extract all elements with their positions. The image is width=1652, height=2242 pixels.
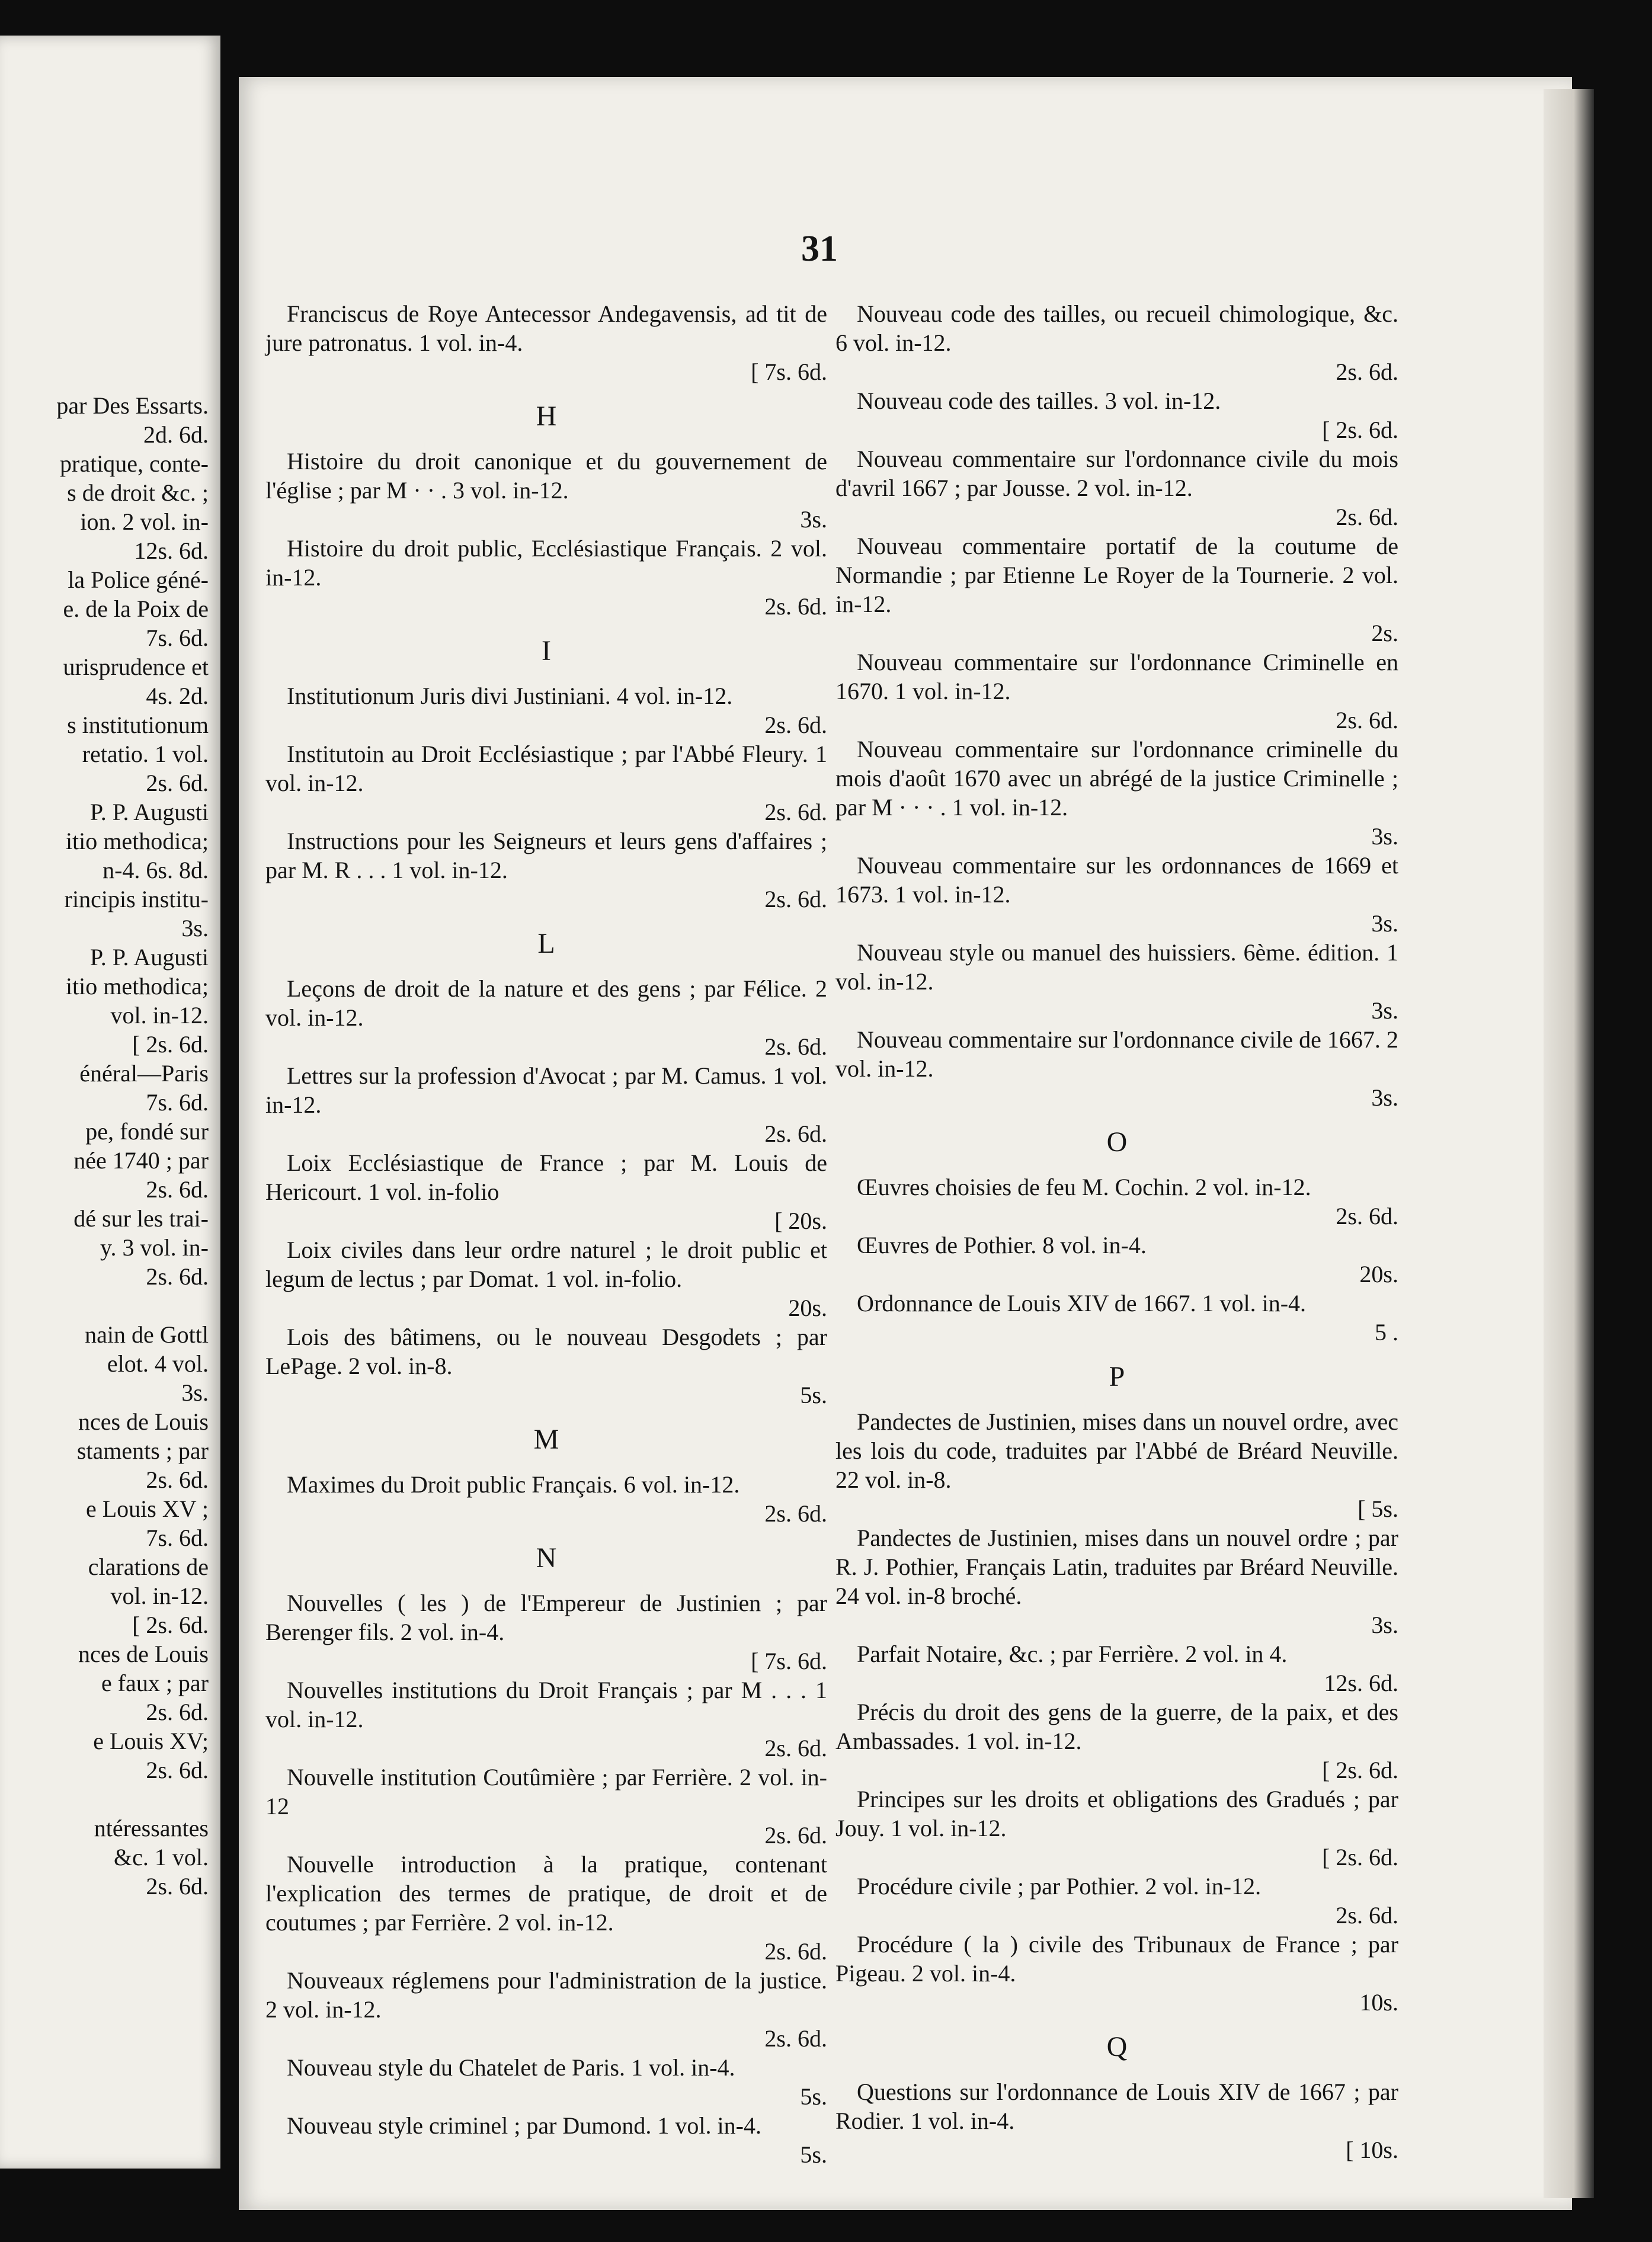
catalog-entry: [835, 444, 1398, 531]
fragment-line: 2s. 6d.: [146, 1176, 209, 1203]
fragment-line: P. P. Augusti: [89, 944, 209, 971]
fragment-line: P. P. Augusti: [89, 799, 209, 825]
catalog-entry: [835, 2077, 1398, 2164]
fragment-line: staments ; par: [76, 1437, 209, 1464]
right-column: [835, 299, 1398, 2164]
entry-title: Nouvelles ( les ) de l'Empereur de Justinien ; par Berenger fils. 2 vol. in-4.: [265, 1590, 827, 1645]
catalog-entry: [835, 1231, 1398, 1289]
entry-title: Nouvelles institutions du Droit Français ; par M . . . 1 vol. in-12.: [265, 1677, 827, 1732]
fragment-line: n-4. 6s. 8d.: [103, 857, 209, 883]
entry-price: [ 10s.: [1346, 2137, 1398, 2163]
entry-price: 2s. 6d.: [1336, 707, 1398, 734]
section-letter: L: [537, 928, 555, 959]
fragment-line: [0, 1785, 220, 1814]
entry-price: [ 7s. 6d.: [751, 1648, 827, 1674]
catalog-entry: [265, 739, 827, 827]
catalog-entry: [835, 299, 1398, 386]
fragment-line: urisprudence et: [63, 654, 209, 680]
fragment-line: 7s. 6d.: [146, 1089, 209, 1116]
catalog-entry: [835, 735, 1398, 851]
left-page-text-fragment: [0, 391, 220, 1991]
entry-price: 20s.: [1359, 1261, 1398, 1287]
catalog-entry: [835, 386, 1398, 444]
section-letter: I: [542, 635, 551, 667]
fragment-line: pratique, conte-: [60, 450, 209, 477]
entry-title: Nouveau style criminel ; par Dumond. 1 vol. in-4.: [287, 2112, 761, 2139]
entry-price: 2s. 6d.: [764, 1500, 827, 1527]
entry-price: 2s. 6d.: [764, 2025, 827, 2052]
entry-price: 12s. 6d.: [1324, 1670, 1398, 1696]
fragment-line: 2s. 6d.: [146, 1873, 209, 1900]
entry-title: Histoire du droit public, Ecclésiastique Français. 2 vol. in-12.: [265, 535, 827, 591]
entry-title: Leçons de droit de la nature et des gens ; par Félice. 2 vol. in-12.: [265, 975, 827, 1031]
entry-title: Nouveau commentaire sur l'ordonnance civile de 1667. 2 vol. in-12.: [835, 1026, 1398, 1082]
fragment-line: s institutionum: [67, 712, 209, 738]
fragment-line: 2s. 6d.: [146, 1757, 209, 1783]
catalog-entry: [265, 1966, 827, 2053]
catalog-entry: [265, 974, 827, 1061]
fragment-line: 2s. 6d.: [146, 1699, 209, 1725]
entry-title: Nouveau commentaire portatif de la coutume de Normandie ; par Etienne Le Royer de la Tournerie. 2 vol. in-12.: [835, 533, 1398, 617]
fragment-line: itio methodica;: [65, 973, 209, 1000]
fragment-line: &c. 1 vol.: [114, 1844, 209, 1871]
catalog-entry: [265, 1763, 827, 1850]
fragment-line: 2s. 6d.: [146, 770, 209, 796]
catalog-entry: [835, 1407, 1398, 1523]
catalog-entry: [265, 1470, 827, 1528]
catalog-entry: [835, 531, 1398, 648]
entry-price: 3s.: [1371, 997, 1398, 1024]
fragment-line: elot. 4 vol.: [107, 1350, 209, 1377]
entry-price: 10s.: [1359, 1989, 1398, 2016]
entry-price: 2s. 6d.: [764, 799, 827, 825]
fragment-line: vol. in-12.: [110, 1583, 209, 1609]
left-column: [265, 299, 827, 2169]
catalog-entry: [265, 1676, 827, 1763]
catalog-entry: [265, 299, 827, 386]
catalog-entry: [265, 827, 827, 914]
fragment-line: 4s. 2d.: [146, 683, 209, 709]
fragment-line: e faux ; par: [101, 1670, 209, 1696]
fragment-line: 3s.: [181, 915, 209, 941]
fragment-line: ntéressantes: [94, 1815, 209, 1841]
fragment-line: e. de la Poix de: [63, 595, 209, 622]
entry-title: Parfait Notaire, &c. ; par Ferrière. 2 vol. in 4.: [857, 1641, 1288, 1667]
fragment-line: nces de Louis: [78, 1641, 209, 1667]
fragment-line: retatio. 1 vol.: [82, 741, 209, 767]
catalog-entry: [265, 681, 827, 739]
entry-title: Œuvres choisies de feu M. Cochin. 2 vol. in-12.: [857, 1174, 1311, 1200]
fragment-line: née 1740 ; par: [73, 1147, 209, 1174]
entry-price: 2s. 6d.: [1336, 1203, 1398, 1229]
fragment-line: s de droit &c. ;: [67, 479, 209, 506]
entry-price: 2s.: [1371, 620, 1398, 646]
fragment-line: pe, fondé sur: [85, 1118, 209, 1145]
entry-title: Institutoin au Droit Ecclésiastique ; par l'Abbé Fleury. 1 vol. in-12.: [265, 741, 827, 796]
entry-title: Nouveau commentaire sur les ordonnances de 1669 et 1673. 1 vol. in-12.: [835, 852, 1398, 908]
entry-title: Précis du droit des gens de la guerre, de la paix, et des Ambassades. 1 vol. in-12.: [835, 1699, 1398, 1754]
entry-title: Nouveau commentaire sur l'ordonnance criminelle du mois d'août 1670 avec un abrégé de la justice Criminelle ; par M · · · . 1 vol. in-12.: [835, 736, 1398, 821]
entry-title: Procédure civile ; par Pothier. 2 vol. in-12.: [857, 1873, 1262, 1900]
entry-title: Nouveaux réglemens pour l'administration de la justice. 2 vol. in-12.: [265, 1967, 827, 2023]
entry-title: Nouveau code des tailles, ou recueil chimologique, &c. 6 vol. in-12.: [835, 300, 1398, 356]
entry-price: 3s.: [1371, 1612, 1398, 1638]
entry-price: 5 .: [1375, 1319, 1398, 1346]
catalog-entry: [835, 851, 1398, 938]
catalog-entry: [835, 1872, 1398, 1930]
entry-price: [ 7s. 6d.: [751, 358, 827, 385]
fragment-line: nain de Gottl: [85, 1321, 209, 1348]
catalog-entry: [265, 2053, 827, 2111]
entry-title: Nouveau commentaire sur l'ordonnance Criminelle en 1670. 1 vol. in-12.: [835, 649, 1398, 704]
catalog-entry: [835, 1173, 1398, 1231]
entry-title: Pandectes de Justinien, mises dans un nouvel ordre ; par R. J. Pothier, Français Latin, traduites par Bréard Neuville. 24 vol. in-8 broché.: [835, 1524, 1398, 1609]
catalog-entry: [835, 938, 1398, 1025]
fragment-line: dé sur les trai-: [73, 1205, 209, 1232]
entry-price: 2s. 6d.: [1336, 358, 1398, 385]
fragment-line: 12s. 6d.: [134, 537, 209, 564]
entry-title: Principes sur les droits et obligations des Gradués ; par Jouy. 1 vol. in-12.: [835, 1786, 1398, 1841]
entry-price: 3s.: [1371, 910, 1398, 937]
catalog-entry: [265, 1061, 827, 1148]
entry-title: Nouvelle introduction à la pratique, contenant l'explication des termes de pratique, de droit et de coutumes ; par Ferrière. 2 vol. in-12.: [265, 1851, 827, 1936]
catalog-entry: [835, 1289, 1398, 1347]
entry-price: [ 2s. 6d.: [1322, 417, 1398, 443]
section-letter: N: [536, 1542, 557, 1574]
entry-price: 3s.: [1371, 823, 1398, 850]
entry-price: 3s.: [1371, 1084, 1398, 1111]
fragment-line: clarations de: [88, 1554, 209, 1580]
catalog-entry: [265, 447, 827, 534]
fragment-line: 7s. 6d.: [146, 1524, 209, 1551]
catalog-entry: [265, 1850, 827, 1966]
entry-title: Loix civiles dans leur ordre naturel ; le droit public et legum de lectus ; par Domat. 1 vol. in-folio.: [265, 1237, 827, 1292]
entry-title: Loix Ecclésiastique de France ; par M. Louis de Hericourt. 1 vol. in-folio: [265, 1149, 827, 1205]
entry-title: Lois des bâtimens, ou le nouveau Desgodets ; par LePage. 2 vol. in-8.: [265, 1324, 827, 1379]
entry-price: 2s. 6d.: [1336, 1902, 1398, 1929]
entry-title: Ordonnance de Louis XIV de 1667. 1 vol. in-4.: [857, 1290, 1307, 1317]
entry-price: [ 20s.: [774, 1208, 827, 1234]
entry-price: 2s. 6d.: [764, 1822, 827, 1849]
entry-price: [ 5s.: [1358, 1495, 1398, 1522]
catalog-entry: [265, 1235, 827, 1322]
fragment-line: rincipis institu-: [64, 886, 209, 912]
catalog-entry: [835, 1639, 1398, 1697]
catalog-entry: [265, 534, 827, 621]
entry-title: Franciscus de Roye Antecessor Andegavensis, ad tit de jure patronatus. 1 vol. in-4.: [265, 300, 827, 356]
entry-title: Nouvelle institution Coutûmière ; par Ferrière. 2 vol. in-12: [265, 1764, 827, 1820]
catalog-entry: [835, 1785, 1398, 1872]
entry-price: 2s. 6d.: [1336, 504, 1398, 530]
fragment-line: e Louis XV;: [93, 1728, 209, 1754]
entry-title: Instructions pour les Seigneurs et leurs gens d'affaires ; par M. R . . . 1 vol. in-12.: [265, 828, 827, 883]
entry-title: Institutionum Juris divi Justiniani. 4 vol. in-12.: [287, 683, 733, 709]
entry-price: 2s. 6d.: [764, 593, 827, 620]
entry-price: 2s. 6d.: [764, 712, 827, 738]
fragment-line: par Des Essarts.: [56, 392, 209, 419]
entry-price: 2s. 6d.: [764, 886, 827, 912]
catalog-entry: [835, 1697, 1398, 1785]
page-edge: [1544, 89, 1594, 2198]
page-number: 31: [801, 229, 838, 269]
entry-title: Œuvres de Pothier. 8 vol. in-4.: [857, 1232, 1147, 1258]
entry-title: Questions sur l'ordonnance de Louis XIV de 1667 ; par Rodier. 1 vol. in-4.: [835, 2078, 1398, 2134]
fragment-line: 7s. 6d.: [146, 624, 209, 651]
entry-price: 2s. 6d.: [764, 1033, 827, 1060]
entry-price: 5s.: [800, 2141, 827, 2168]
entry-price: 2s. 6d.: [764, 1120, 827, 1147]
entry-price: 2s. 6d.: [764, 1735, 827, 1761]
fragment-line: nces de Louis: [78, 1408, 209, 1435]
entry-price: 5s.: [800, 1382, 827, 1408]
fragment-line: 3s.: [181, 1379, 209, 1406]
fragment-line: e Louis XV ;: [85, 1495, 209, 1522]
entry-title: Procédure ( la ) civile des Tribunaux de France ; par Pigeau. 2 vol. in-4.: [835, 1931, 1398, 1987]
entry-title: Pandectes de Justinien, mises dans un nouvel ordre, avec les lois du code, traduites par l'Abbé de Bréard Neuville. 22 vol. in-8.: [835, 1408, 1398, 1493]
catalog-entry: [265, 2111, 827, 2169]
section-letter: Q: [1106, 2031, 1128, 2062]
catalog-entry: [265, 1588, 827, 1676]
fragment-line: ion. 2 vol. in-: [80, 508, 209, 535]
fragment-line: 2s. 6d.: [146, 1466, 209, 1493]
section-letter: P: [1109, 1361, 1125, 1392]
entry-price: [ 2s. 6d.: [1322, 1757, 1398, 1783]
catalog-entry: [835, 1930, 1398, 2017]
fragment-line: y. 3 vol. in-: [100, 1234, 209, 1261]
catalog-entry: [835, 1025, 1398, 1112]
entry-title: Maximes du Droit public Français. 6 vol. in-12.: [287, 1471, 740, 1498]
catalog-entry: [835, 648, 1398, 735]
catalog-entry: [835, 1523, 1398, 1639]
entry-title: Nouveau commentaire sur l'ordonnance civile du mois d'avril 1667 ; par Jousse. 2 vol. in-12.: [835, 446, 1398, 501]
entry-price: 5s.: [800, 2083, 827, 2110]
left-page: [0, 36, 220, 2169]
entry-price: 20s.: [788, 1295, 827, 1321]
fragment-line: vol. in-12.: [110, 1002, 209, 1029]
entry-title: Nouveau style ou manuel des huissiers. 6ème. édition. 1 vol. in-12.: [835, 939, 1398, 995]
fragment-line: [0, 1291, 220, 1320]
fragment-line: 2d. 6d.: [143, 421, 209, 448]
section-letter: O: [1106, 1126, 1128, 1158]
fragment-line: itio methodica;: [65, 828, 209, 854]
fragment-line: [ 2s. 6d.: [132, 1612, 209, 1638]
entry-title: Nouveau style du Chatelet de Paris. 1 vol. in-4.: [287, 2054, 735, 2081]
catalog-entry: [265, 1322, 827, 1410]
section-letter: M: [533, 1424, 559, 1455]
entry-price: 3s.: [800, 506, 827, 533]
entry-price: [ 2s. 6d.: [1322, 1844, 1398, 1871]
entry-price: 2s. 6d.: [764, 1938, 827, 1965]
fragment-line: la Police géné-: [68, 566, 209, 593]
entry-title: Lettres sur la profession d'Avocat ; par M. Camus. 1 vol. in-12.: [265, 1062, 827, 1118]
section-letter: H: [536, 401, 557, 432]
catalog-entry: [265, 1148, 827, 1235]
fragment-line: énéral—Paris: [79, 1060, 209, 1087]
entry-title: Histoire du droit canonique et du gouvernement de l'église ; par M · · . 3 vol. in-12.: [265, 448, 827, 504]
entry-title: Nouveau code des tailles. 3 vol. in-12.: [857, 387, 1221, 414]
fragment-line: 2s. 6d.: [146, 1263, 209, 1290]
fragment-line: [ 2s. 6d.: [132, 1031, 209, 1058]
